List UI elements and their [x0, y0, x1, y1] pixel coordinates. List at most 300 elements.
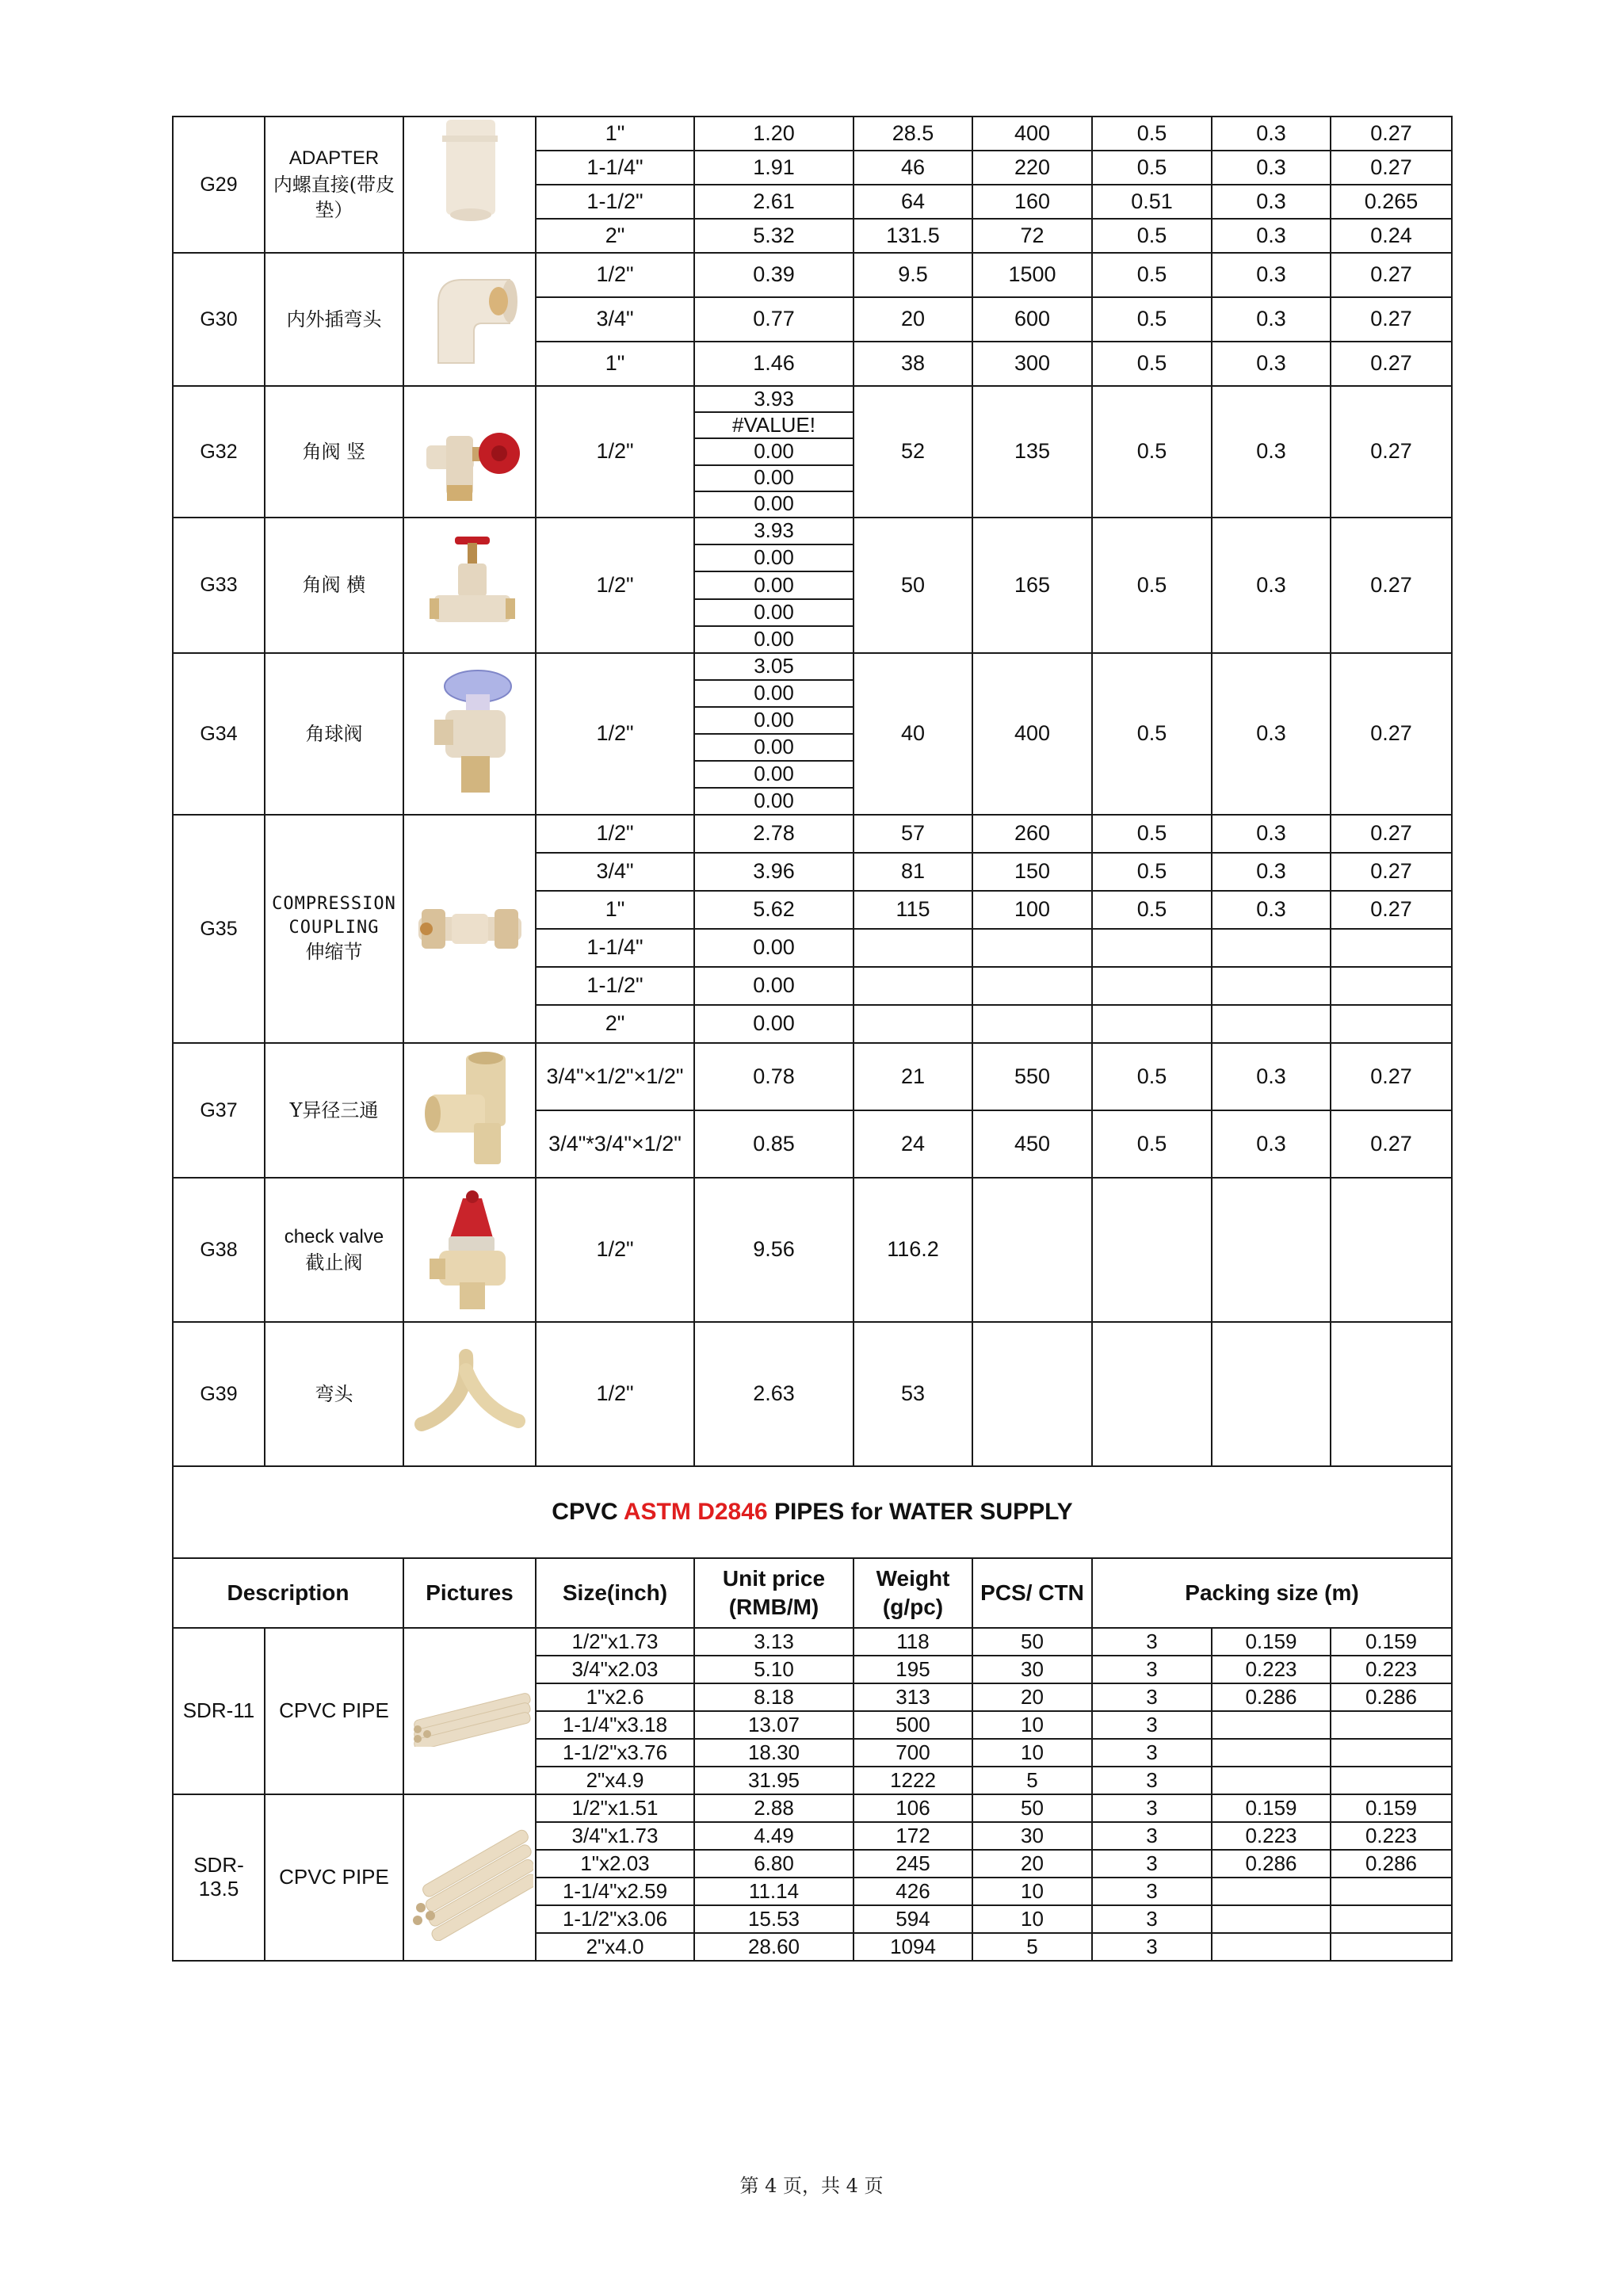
table-row: [173, 117, 1452, 151]
price-cell: 1.91: [694, 151, 854, 185]
size-cell: 3/4"x2.03: [536, 1656, 694, 1683]
item-code: G33: [173, 518, 265, 653]
size-cell: 1/2"x1.51: [536, 1794, 694, 1822]
weight-cell: 313: [854, 1683, 972, 1711]
size-cell: 2": [536, 1005, 694, 1043]
weight-cell: 115: [854, 891, 972, 929]
pack-h-cell: 0.286: [1331, 1683, 1452, 1711]
title-part: CPVC: [552, 1498, 624, 1525]
table-row: [173, 1178, 1452, 1322]
size-cell: 3/4": [536, 297, 694, 342]
price-cell: 0.00: [694, 929, 854, 967]
pack-l-cell: 0.51: [1092, 185, 1212, 219]
desc-line: 角阀 横: [302, 574, 366, 597]
pack-l-cell: 0.5: [1092, 891, 1212, 929]
size-cell: 1/2": [536, 253, 694, 297]
size-cell: 1"x2.6: [536, 1683, 694, 1711]
item-code: G37: [173, 1043, 265, 1178]
pack-h-cell: 0.27: [1331, 518, 1452, 653]
price-cell: 6.80: [694, 1850, 854, 1878]
price-cell: 0.00: [695, 708, 853, 735]
weight-cell: [854, 967, 972, 1005]
pack-l-cell: 3: [1092, 1794, 1212, 1822]
header-packing-size: Packing size (m): [1092, 1558, 1452, 1628]
pcs-cell: 1500: [972, 253, 1092, 297]
size-cell: 1/2": [536, 653, 694, 815]
female-adapter-icon: [403, 117, 536, 253]
table-row: [173, 1322, 1452, 1466]
price-cell: 0.00: [754, 626, 794, 651]
item-description: [265, 815, 403, 1043]
weight-cell: 81: [854, 853, 972, 891]
pack-l-cell: 0.5: [1092, 1110, 1212, 1178]
pack-h-cell: [1331, 1322, 1452, 1466]
size-cell: 1/2": [536, 386, 694, 518]
pack-l-cell: 0.5: [1092, 253, 1212, 297]
price-cell: 0.00: [754, 491, 794, 516]
weight-cell: 9.5: [854, 253, 972, 297]
item-code: G30: [173, 253, 265, 386]
price-stack: [694, 518, 854, 653]
table-row: [173, 653, 1452, 815]
section-title: [173, 1466, 1452, 1558]
weight-cell: 700: [854, 1739, 972, 1767]
pack-l-cell: 0.5: [1092, 853, 1212, 891]
pcs-cell: 600: [972, 297, 1092, 342]
pack-w-cell: 0.3: [1212, 891, 1331, 929]
price-cell: 18.30: [694, 1739, 854, 1767]
item-description: [265, 386, 403, 518]
size-cell: 1": [536, 891, 694, 929]
price-cell: 3.05: [695, 654, 853, 681]
pack-h-cell: 0.27: [1331, 853, 1452, 891]
pack-l-cell: 3: [1092, 1683, 1212, 1711]
pack-h-cell: 0.27: [1331, 386, 1452, 518]
pack-l-cell: 3: [1092, 1656, 1212, 1683]
size-cell: 1-1/2": [536, 185, 694, 219]
weight-cell: 195: [854, 1656, 972, 1683]
price-cell: 3.13: [694, 1628, 854, 1656]
pack-h-cell: 0.27: [1331, 117, 1452, 151]
pack-l-cell: 0.5: [1092, 219, 1212, 253]
pcs-cell: 50: [972, 1794, 1092, 1822]
size-cell: 1-1/2"x3.76: [536, 1739, 694, 1767]
pcs-cell: 20: [972, 1850, 1092, 1878]
page-footer: 第 4 页，共 4 页: [739, 2175, 884, 2197]
pack-l-cell: [1092, 1178, 1212, 1322]
price-cell: 0.00: [695, 762, 853, 789]
pack-w-cell: 0.3: [1212, 219, 1331, 253]
pcs-cell: 10: [972, 1711, 1092, 1739]
item-code: G29: [173, 117, 265, 253]
weight-cell: 131.5: [854, 219, 972, 253]
pack-h-cell: 0.286: [1331, 1850, 1452, 1878]
pack-h-cell: 0.159: [1331, 1628, 1452, 1656]
desc-line: 内外插弯头: [286, 308, 382, 330]
pack-w-cell: [1212, 1739, 1331, 1767]
pcs-cell: 150: [972, 853, 1092, 891]
pcs-cell: 220: [972, 151, 1092, 185]
price-cell: 0.00: [694, 967, 854, 1005]
pack-h-cell: [1331, 1711, 1452, 1739]
pack-w-cell: 0.223: [1212, 1822, 1331, 1850]
price-cell: 31.95: [694, 1767, 854, 1794]
price-cell: 1.20: [694, 117, 854, 151]
desc-line: 伸缩节: [305, 941, 363, 964]
price-cell: 0.00: [695, 439, 853, 465]
desc-line: COMPRESSION: [272, 894, 396, 915]
table-row: [173, 1794, 1452, 1822]
pipe-bundle-icon: [403, 1628, 536, 1794]
price-sheet: [172, 116, 1451, 1962]
table-row: [173, 815, 1452, 853]
price-cell: 0.00: [695, 572, 853, 599]
weight-cell: 24: [854, 1110, 972, 1178]
pcs-cell: 30: [972, 1822, 1092, 1850]
item-code: G32: [173, 386, 265, 518]
size-cell: 1": [536, 117, 694, 151]
pack-l-cell: 0.5: [1092, 518, 1212, 653]
item-code: G34: [173, 653, 265, 815]
title-part: PIPES for WATER SUPPLY: [767, 1498, 1073, 1525]
weight-cell: [854, 1005, 972, 1043]
desc-line: COUPLING: [288, 917, 380, 938]
pack-l-cell: 0.5: [1092, 342, 1212, 386]
header-description: Description: [173, 1558, 403, 1628]
pack-h-cell: [1331, 1878, 1452, 1905]
size-cell: 2"x4.9: [536, 1767, 694, 1794]
weight-cell: 500: [854, 1711, 972, 1739]
item-description: [265, 253, 403, 386]
size-cell: 1-1/4": [536, 929, 694, 967]
pack-w-cell: 0.3: [1212, 151, 1331, 185]
price-stack: [694, 653, 854, 815]
weight-cell: 21: [854, 1043, 972, 1110]
size-cell: 1-1/2": [536, 967, 694, 1005]
pack-w-cell: 0.3: [1212, 518, 1331, 653]
pcs-cell: 400: [972, 117, 1092, 151]
weight-cell: 53: [854, 1322, 972, 1466]
price-cell: 11.14: [694, 1878, 854, 1905]
weight-cell: 20: [854, 297, 972, 342]
section-title-row: [173, 1466, 1452, 1558]
size-cell: 2": [536, 219, 694, 253]
pack-w-cell: [1212, 1933, 1331, 1961]
weight-cell: 426: [854, 1878, 972, 1905]
header-row: [173, 1558, 1452, 1628]
pack-l-cell: 0.5: [1092, 653, 1212, 815]
weight-cell: 1094: [854, 1933, 972, 1961]
item-description: [265, 653, 403, 815]
pack-w-cell: 0.159: [1212, 1794, 1331, 1822]
size-cell: 1-1/4"x2.59: [536, 1878, 694, 1905]
pack-l-cell: [1092, 929, 1212, 967]
pack-l-cell: 0.5: [1092, 815, 1212, 853]
price-cell: 3.93: [695, 518, 853, 545]
price-cell: 2.88: [694, 1794, 854, 1822]
table-row: [173, 253, 1452, 297]
pack-l-cell: 3: [1092, 1739, 1212, 1767]
pack-l-cell: 3: [1092, 1711, 1212, 1739]
pcs-cell: 50: [972, 1628, 1092, 1656]
pcs-cell: 400: [972, 653, 1092, 815]
reducing-tee-icon: [403, 1043, 536, 1178]
pcs-cell: 550: [972, 1043, 1092, 1110]
price-cell: 0.00: [695, 466, 853, 492]
header-weight: Weight (g/pc): [854, 1558, 972, 1628]
item-description: [265, 1178, 403, 1322]
pipe-bundle-icon: [403, 1794, 536, 1961]
pack-w-cell: 0.286: [1212, 1683, 1331, 1711]
desc-line: 内螺直接(带皮: [273, 173, 395, 196]
pack-h-cell: 0.223: [1331, 1656, 1452, 1683]
price-cell: 0.00: [754, 789, 794, 813]
price-cell: 2.78: [694, 815, 854, 853]
pcs-cell: 30: [972, 1656, 1092, 1683]
price-cell: 0.85: [694, 1110, 854, 1178]
size-cell: 1/2": [536, 1322, 694, 1466]
pack-h-cell: 0.27: [1331, 891, 1452, 929]
price-cell: 0.00: [694, 1005, 854, 1043]
header-unit-price: Unit price (RMB/M): [694, 1558, 854, 1628]
pack-h-cell: [1331, 1767, 1452, 1794]
pack-l-cell: 0.5: [1092, 386, 1212, 518]
pack-l-cell: 3: [1092, 1933, 1212, 1961]
pcs-cell: 10: [972, 1739, 1092, 1767]
weight-cell: 28.5: [854, 117, 972, 151]
weight-cell: 40: [854, 653, 972, 815]
pack-l-cell: 3: [1092, 1628, 1212, 1656]
weight-cell: 594: [854, 1905, 972, 1933]
pack-l-cell: 3: [1092, 1850, 1212, 1878]
title-highlight: ASTM D2846: [623, 1498, 768, 1525]
desc-line: 截止阀: [305, 1251, 363, 1274]
pcs-cell: 165: [972, 518, 1092, 653]
header-size: Size(inch): [536, 1558, 694, 1628]
pack-w-cell: [1212, 1178, 1331, 1322]
pack-w-cell: [1212, 1005, 1331, 1043]
pack-w-cell: 0.3: [1212, 1043, 1331, 1110]
price-cell: 0.00: [695, 735, 853, 762]
pack-h-cell: 0.27: [1331, 151, 1452, 185]
pcs-cell: [972, 1178, 1092, 1322]
pack-h-cell: [1331, 1905, 1452, 1933]
pcs-cell: 10: [972, 1905, 1092, 1933]
price-cell: 0.77: [694, 297, 854, 342]
pcs-cell: [972, 1005, 1092, 1043]
pack-h-cell: 0.27: [1331, 253, 1452, 297]
size-cell: 3/4"x1.73: [536, 1822, 694, 1850]
pack-l-cell: 3: [1092, 1822, 1212, 1850]
pcs-cell: 20: [972, 1683, 1092, 1711]
pack-w-cell: 0.3: [1212, 815, 1331, 853]
pack-h-cell: [1331, 1933, 1452, 1961]
pack-l-cell: 3: [1092, 1767, 1212, 1794]
weight-cell: 106: [854, 1794, 972, 1822]
size-cell: 3/4": [536, 853, 694, 891]
pack-w-cell: 0.3: [1212, 1110, 1331, 1178]
desc-line: check valve: [284, 1225, 384, 1247]
price-cell: 5.32: [694, 219, 854, 253]
price-cell: 0.00: [695, 545, 853, 572]
sdr-label: SDR-13.5: [173, 1794, 265, 1961]
price-cell: 5.10: [694, 1656, 854, 1683]
price-cell: 0.39: [694, 253, 854, 297]
pack-w-cell: 0.3: [1212, 342, 1331, 386]
item-description: [265, 117, 403, 253]
price-cell: 8.18: [694, 1683, 854, 1711]
pack-w-cell: [1212, 967, 1331, 1005]
size-cell: 3/4"*3/4"×1/2": [536, 1110, 694, 1178]
pcs-cell: 260: [972, 815, 1092, 853]
pack-w-cell: 0.3: [1212, 117, 1331, 151]
pack-l-cell: [1092, 967, 1212, 1005]
stop-valve-red-handle-icon: [403, 518, 536, 653]
price-cell: 28.60: [694, 1933, 854, 1961]
pack-h-cell: [1331, 929, 1452, 967]
pcs-cell: 300: [972, 342, 1092, 386]
pack-h-cell: 0.159: [1331, 1794, 1452, 1822]
sdr-label: SDR-11: [173, 1628, 265, 1794]
pack-w-cell: 0.223: [1212, 1656, 1331, 1683]
item-description: [265, 518, 403, 653]
pack-h-cell: 0.24: [1331, 219, 1452, 253]
pack-h-cell: 0.27: [1331, 653, 1452, 815]
pack-h-cell: 0.223: [1331, 1822, 1452, 1850]
price-cell: 0.78: [694, 1043, 854, 1110]
pcs-cell: [972, 1322, 1092, 1466]
pack-w-cell: 0.3: [1212, 185, 1331, 219]
elbow-fitting-icon: [403, 253, 536, 386]
pack-w-cell: 0.159: [1212, 1628, 1331, 1656]
price-cell: 0.00: [695, 681, 853, 708]
pcs-cell: 450: [972, 1110, 1092, 1178]
crossover-bend-icon: [403, 1322, 536, 1466]
pack-h-cell: 0.27: [1331, 1043, 1452, 1110]
pack-w-cell: [1212, 1878, 1331, 1905]
size-cell: 1-1/2"x3.06: [536, 1905, 694, 1933]
price-cell: 2.63: [694, 1322, 854, 1466]
size-cell: 1": [536, 342, 694, 386]
table-row: [173, 1628, 1452, 1656]
pack-h-cell: 0.265: [1331, 185, 1452, 219]
desc-line: ADAPTER: [288, 147, 380, 170]
price-cell: 5.62: [694, 891, 854, 929]
pack-l-cell: [1092, 1322, 1212, 1466]
pack-h-cell: [1331, 1739, 1452, 1767]
item-code: G35: [173, 815, 265, 1043]
weight-cell: 52: [854, 386, 972, 518]
price-cell: 9.56: [694, 1178, 854, 1322]
table-row: [173, 1043, 1452, 1110]
weight-cell: 1222: [854, 1767, 972, 1794]
price-table: [172, 116, 1453, 1962]
pack-h-cell: [1331, 1178, 1452, 1322]
pack-h-cell: [1331, 1005, 1452, 1043]
size-cell: 1/2": [536, 1178, 694, 1322]
pack-h-cell: 0.27: [1331, 1110, 1452, 1178]
pack-l-cell: 3: [1092, 1905, 1212, 1933]
pack-l-cell: 0.5: [1092, 297, 1212, 342]
desc-line: 垫）: [315, 199, 353, 222]
pack-l-cell: 3: [1092, 1878, 1212, 1905]
size-cell: 1/2": [536, 518, 694, 653]
pack-w-cell: [1212, 1905, 1331, 1933]
desc-line: 角球阀: [305, 722, 363, 745]
size-cell: 1/2": [536, 815, 694, 853]
item-code: G38: [173, 1178, 265, 1322]
pack-h-cell: 0.27: [1331, 815, 1452, 853]
pcs-cell: [972, 929, 1092, 967]
pack-l-cell: [1092, 1005, 1212, 1043]
pack-w-cell: [1212, 1767, 1331, 1794]
compression-coupling-icon: [403, 815, 536, 1043]
item-code: G39: [173, 1322, 265, 1466]
check-valve-red-cap-icon: [403, 1178, 536, 1322]
item-description: [265, 1322, 403, 1466]
size-cell: 3/4"×1/2"×1/2": [536, 1043, 694, 1110]
pack-h-cell: 0.27: [1331, 342, 1452, 386]
table-row: [173, 386, 1452, 518]
pipe-name: CPVC PIPE: [265, 1794, 403, 1961]
pack-h-cell: [1331, 967, 1452, 1005]
weight-cell: 50: [854, 518, 972, 653]
pcs-cell: 135: [972, 386, 1092, 518]
header-pictures: Pictures: [403, 1558, 536, 1628]
price-cell: 13.07: [694, 1711, 854, 1739]
price-cell: 15.53: [694, 1905, 854, 1933]
pack-l-cell: 0.5: [1092, 117, 1212, 151]
pcs-cell: 5: [972, 1767, 1092, 1794]
price-cell: 2.61: [694, 185, 854, 219]
weight-cell: 38: [854, 342, 972, 386]
weight-cell: 245: [854, 1850, 972, 1878]
item-description: [265, 1043, 403, 1178]
pack-w-cell: [1212, 1711, 1331, 1739]
pack-w-cell: [1212, 1322, 1331, 1466]
price-cell: 3.96: [694, 853, 854, 891]
price-cell: 4.49: [694, 1822, 854, 1850]
pcs-cell: 5: [972, 1933, 1092, 1961]
pcs-cell: 10: [972, 1878, 1092, 1905]
pack-w-cell: 0.286: [1212, 1850, 1331, 1878]
pack-l-cell: 0.5: [1092, 151, 1212, 185]
pcs-cell: 160: [972, 185, 1092, 219]
weight-cell: [854, 929, 972, 967]
weight-cell: 116.2: [854, 1178, 972, 1322]
desc-line: 角阀 竖: [302, 440, 366, 463]
weight-cell: 118: [854, 1628, 972, 1656]
pack-l-cell: 0.5: [1092, 1043, 1212, 1110]
angle-ball-valve-icon: [403, 653, 536, 815]
price-cell: 3.93: [695, 387, 853, 413]
pcs-cell: 100: [972, 891, 1092, 929]
price-stack: [694, 386, 854, 518]
price-cell: #VALUE!: [695, 413, 853, 439]
pack-h-cell: 0.27: [1331, 297, 1452, 342]
pack-w-cell: 0.3: [1212, 386, 1331, 518]
pack-w-cell: [1212, 929, 1331, 967]
size-cell: 1/2"x1.73: [536, 1628, 694, 1656]
price-cell: 0.00: [695, 600, 853, 627]
price-cell: 1.46: [694, 342, 854, 386]
pack-w-cell: 0.3: [1212, 253, 1331, 297]
size-cell: 1"x2.03: [536, 1850, 694, 1878]
desc-line: Y异径三通: [289, 1098, 379, 1121]
header-pcs-ctn: PCS/ CTN: [972, 1558, 1092, 1628]
weight-cell: 46: [854, 151, 972, 185]
pipe-name: CPVC PIPE: [265, 1628, 403, 1794]
